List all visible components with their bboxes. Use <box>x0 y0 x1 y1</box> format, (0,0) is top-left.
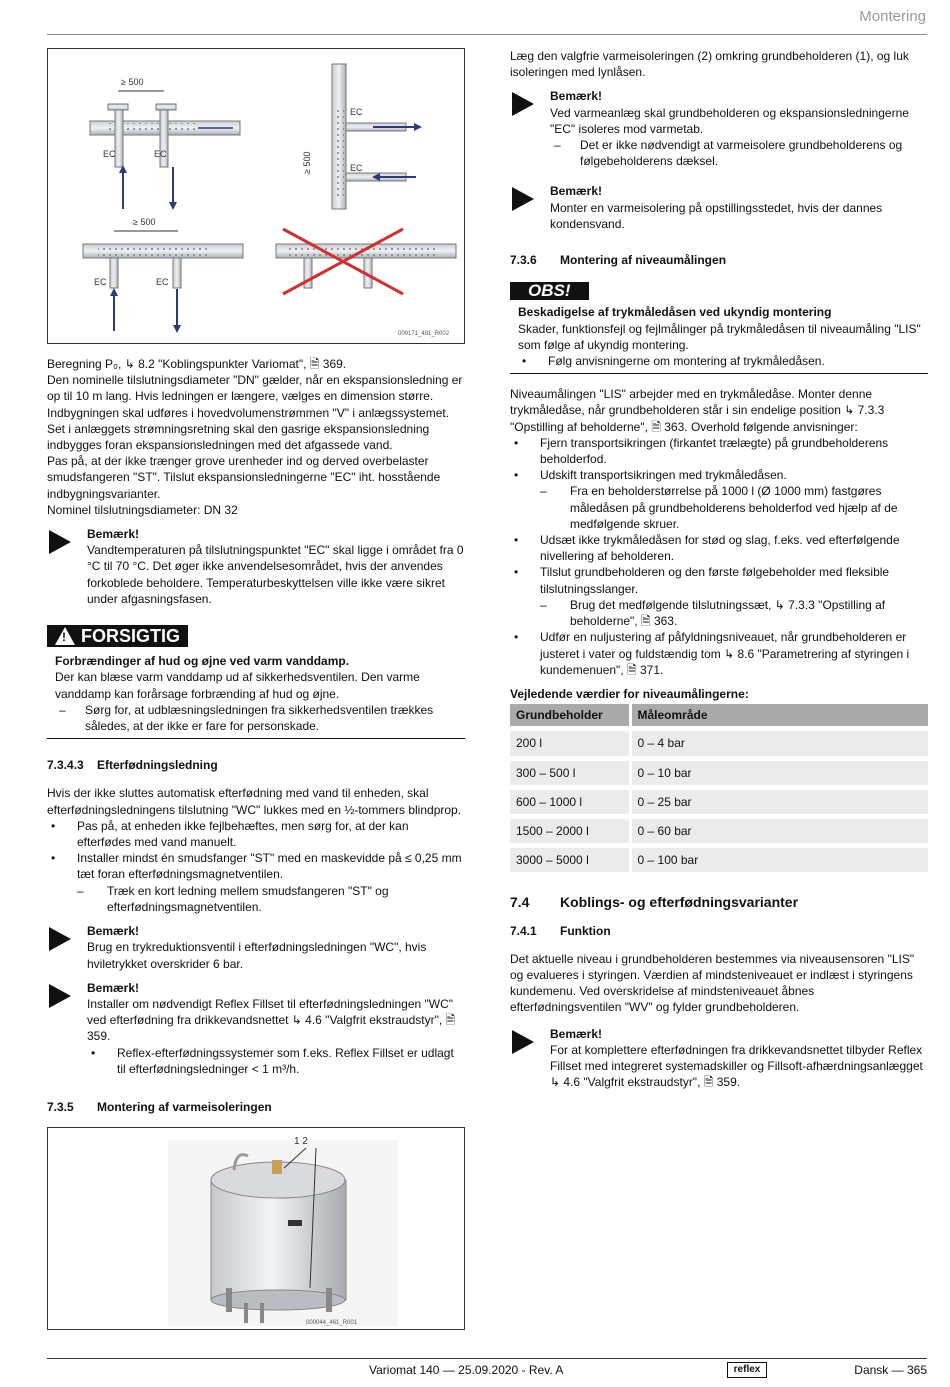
list-item: – Fra en beholderstørrelse på 1000 l (Ø 1000 mm) fastgøres måledåsen på grundbeholderens beholderfod ved hjælp af de medfølgende skruer. <box>540 484 898 531</box>
expansion-line-diagram <box>48 49 464 343</box>
list-item: • Fjern transportsikringen (firkantet trælægte) på grundbeholderens beholderfod. <box>514 435 889 467</box>
note-block <box>47 980 465 1077</box>
figure-code: 000044_461_R001 <box>306 1320 358 1327</box>
table-row: 3000 – 5000 l 0 – 100 bar <box>510 846 928 873</box>
note-block <box>47 923 465 972</box>
footer-divider <box>47 1358 927 1359</box>
header-divider <box>47 34 927 35</box>
table-header: Grundbeholder <box>510 704 630 729</box>
note-title: Bemærk! <box>87 527 140 542</box>
paragraph: Hvis der ikke sluttes automatisk efterfødning med vand til enheden, skal efterfødningsledningens tilslutning "WC" lukkes med en ½-tommers blindprop. <box>47 786 462 817</box>
list-item: • Udsæt ikke trykmåledåsen for stød og slag, f.eks. ved efterfølgende nivellering af beholderen. <box>514 533 900 564</box>
table-header-row <box>510 704 928 729</box>
note-title: Bemærk! <box>550 1026 603 1041</box>
table-header: Måleområde <box>630 704 928 729</box>
note-body: Vandtemperaturen på tilslutningspunktet "EC" skal ligge i området fra 0 °C til 70 °C. Det øger ikke anvendelsesområdet, hvis der anvendes forkoblede beholdere. Temperaturbeskyttelsen ville ikke være sikret under afgasningsfasen. <box>87 543 464 606</box>
warning-label: FORSIGTIG <box>81 625 180 646</box>
notice-box <box>510 304 928 374</box>
note-arrow-icon <box>512 187 534 211</box>
section-heading: 7.4.1 Funktion <box>510 923 611 938</box>
note-title: Bemærk! <box>550 89 603 104</box>
table-caption: Vejledende værdier for niveaumålingerne: <box>510 686 749 701</box>
list-item: – Træk en kort ledning mellem smudsfangeren "ST" og efterfødningsmagnetventilen. <box>77 883 389 914</box>
paragraph: Nominel tilslutningsdiameter: DN 32 <box>47 502 238 517</box>
table-row: 1500 – 2000 l 0 – 60 bar <box>510 816 928 845</box>
figure-code: 000171_481_R002 <box>398 331 450 337</box>
calc-reference: Beregning P₀, ↳ 8.2 "Koblingspunkter Variomat", 🗎 369. <box>47 357 347 371</box>
warning-title: Forbrændinger af hud og øjne ved varm vanddamp. <box>55 654 350 669</box>
warning-box <box>47 653 465 739</box>
insulation-figure <box>47 1127 465 1330</box>
vessel-diagram <box>48 1128 464 1329</box>
page-header: Montering <box>859 8 926 25</box>
table-row: 200 l 0 – 4 bar <box>510 729 928 758</box>
note-body: Installer om nødvendigt Reflex Fillset til efterfødningsledningen "WC" ved efterfødning fra drikkevandsnettet ↳ 4.6 "Valgfrit ekstraudstyr", 🗎 359. <box>87 996 456 1044</box>
paragraph: Niveaumålingen "LIS" arbejder med en trykmåledåse. Monter denne trykmåledåse, når grundbeholderen står i sin endelige position ↳ 7.3.3 "Opstilling af beholderne", 🗎 363. Overhold følgende anvisninger: <box>510 387 885 434</box>
footer-page: Dansk — 365 <box>854 1363 927 1377</box>
list-item: • Udfør en nuljustering af påfyldningsniveauet, når grundbeholderen er justeret i vater og fuldstændig tom ↳ 8.6 "Parametrering af styringen i kundemenuen", 🗎 371. <box>514 630 910 677</box>
note-title: Bemærk! <box>87 980 140 995</box>
note-block <box>510 183 928 232</box>
list-item: • Tilslut grundbeholderen og den første følgebeholder med fleksible tilslutningsslanger. <box>514 565 890 596</box>
note-block <box>510 88 928 169</box>
note-block <box>510 1026 928 1091</box>
ec-label: EC <box>154 149 167 159</box>
note-arrow-icon <box>49 984 71 1008</box>
ec-label: EC <box>94 277 107 287</box>
notice-badge: OBS! <box>510 282 589 300</box>
list-item: – Det er ikke nødvendigt at varmeisolere grundbeholderens og følgebeholderens dæksel. <box>554 138 903 169</box>
note-title: Bemærk! <box>550 184 603 199</box>
table-row: 300 – 500 l 0 – 10 bar <box>510 758 928 787</box>
dim-label: ≥ 500 <box>302 151 312 174</box>
notice-title: Beskadigelse af trykmåledåsen ved ukyndig montering <box>518 305 832 320</box>
footer-doc: Variomat 140 — 25.09.2020 - Rev. A <box>369 1363 564 1377</box>
note-arrow-icon <box>49 927 71 951</box>
warning-badge <box>47 625 188 647</box>
note-body: For at komplettere efterfødningen fra drikkevandsnettet tilbyder Reflex Fillset med integreret systemadskiller og Fillsoft-afhærdningsanlægget ↳ 4.6 "Valgfrit ekstraudstyr", 🗎 359. <box>550 1042 923 1090</box>
paragraph: Indbygningen skal udføres i hovedvolumenstrømmen "V" i anlægssystemet. Set i anlæggets strømningsretning skal den gasrige ekspansionsledning indbygges foran ekspansionsledningen med det afgassede vand. <box>47 405 450 453</box>
note-arrow-icon <box>512 1030 534 1054</box>
paragraph: Læg den valgfrie varmeisoleringen (2) omkring grundbeholderen (1), og luk isoleringen med lynlåsen. <box>510 49 909 80</box>
note-arrow-icon <box>49 530 71 554</box>
note-title: Bemærk! <box>87 924 140 939</box>
note-block <box>47 526 465 607</box>
list-item: – Brug det medfølgende tilslutningssæt, ↳ 7.3.3 "Opstilling af beholderne", 🗎 363. <box>540 597 886 629</box>
section-heading: 7.3.4.3 Efterfødningsledning <box>47 758 218 773</box>
note-body: Brug en trykreduktionsventil i efterfødningsledningen "WC", hvis hviletrykket overskrider 6 bar. <box>87 940 427 971</box>
part-labels: 1 2 <box>294 1136 308 1148</box>
section-heading: 7.3.5 Montering af varmeisoleringen <box>47 1099 272 1114</box>
warning-triangle-icon <box>55 627 75 645</box>
list-item: – Sørg for, at udblæsningsledningen fra sikkerhedsventilen trækkes således, at der ikke er fare for personskade. <box>59 702 434 734</box>
list-item: • Pas på, at enheden ikke fejlbehæftes, men sørg for, at der kan efterfødes med vand manuelt. <box>51 818 409 850</box>
dim-label: ≥ 500 <box>133 217 156 227</box>
ec-label: EC <box>350 163 363 173</box>
dim-label: ≥ 500 <box>121 77 144 87</box>
level-table <box>510 704 928 872</box>
note-body: Monter en varmeisolering på opstillingsstedet, hvis der dannes kondensvand. <box>550 200 883 231</box>
section-heading: 7.4 Koblings- og efterfødningsvarianter <box>510 894 799 911</box>
ec-label: EC <box>350 107 363 117</box>
left-column <box>47 48 465 1330</box>
note-body: Ved varmeanlæg skal grundbeholderen og ekspansionsledningerne "EC" isoleres mod varmetab. <box>550 105 909 136</box>
ec-label: EC <box>156 277 169 287</box>
expansion-line-figure <box>47 48 465 344</box>
list-item: • Installer mindst én smudsfanger "ST" med en maskevidde på ≤ 0,25 mm tæt foran efterfødningsmagnetventilen. <box>51 851 462 882</box>
list-item: • Følg anvisningerne om montering af trykmåledåsen. <box>522 354 825 369</box>
paragraph: Den nominelle tilslutningsdiameter "DN" gælder, når en ekspansionsledning er op til 10 m lang. Hvis ledningen er længere, vælges en dimension større. <box>47 373 463 404</box>
right-column <box>510 48 928 1098</box>
note-arrow-icon <box>512 92 534 116</box>
notice-body: Skader, funktionsfejl og fejlmålinger på trykmåledåsen til niveaumåling "LIS" som følge af ukyndig montering. <box>518 321 921 352</box>
paragraph: Det aktuelle niveau i grundbeholderen bestemmes via niveausensoren "LIS" og evalueres i styringen. Værdien af mindsteniveauet er indlæst i styringens kundemenu. Ved overskridelse af mindsteniveauet åbnes efterfødningsventilen "WV" og fylder grundbeholderen. <box>510 951 915 1015</box>
list-item: • Udskift transportsikringen med trykmåledåsen. <box>514 468 787 483</box>
reflex-logo: reflex <box>727 1362 767 1378</box>
list-item: • Reflex-efterfødningssystemer som f.eks. Reflex Fillset er udlagt til efterfødningsledninger < 1 m³/h. <box>91 1045 454 1076</box>
ec-label: EC <box>103 149 116 159</box>
section-heading: 7.3.6 Montering af niveaumålingen <box>510 253 727 268</box>
paragraph: Pas på, at der ikke trænger grove urenheder ind og derved overbelaster smudsfangeren "ST". Tilslut ekspansionsledningerne "EC" iht. hosstående indbygningsvarianter. <box>47 454 441 501</box>
warning-body: Der kan blæse varm vanddamp ud af sikkerhedsventilen. Den varme vanddamp kan forårsage forbrænding af hud og øjne. <box>55 670 420 701</box>
table-row: 600 – 1000 l 0 – 25 bar <box>510 787 928 816</box>
